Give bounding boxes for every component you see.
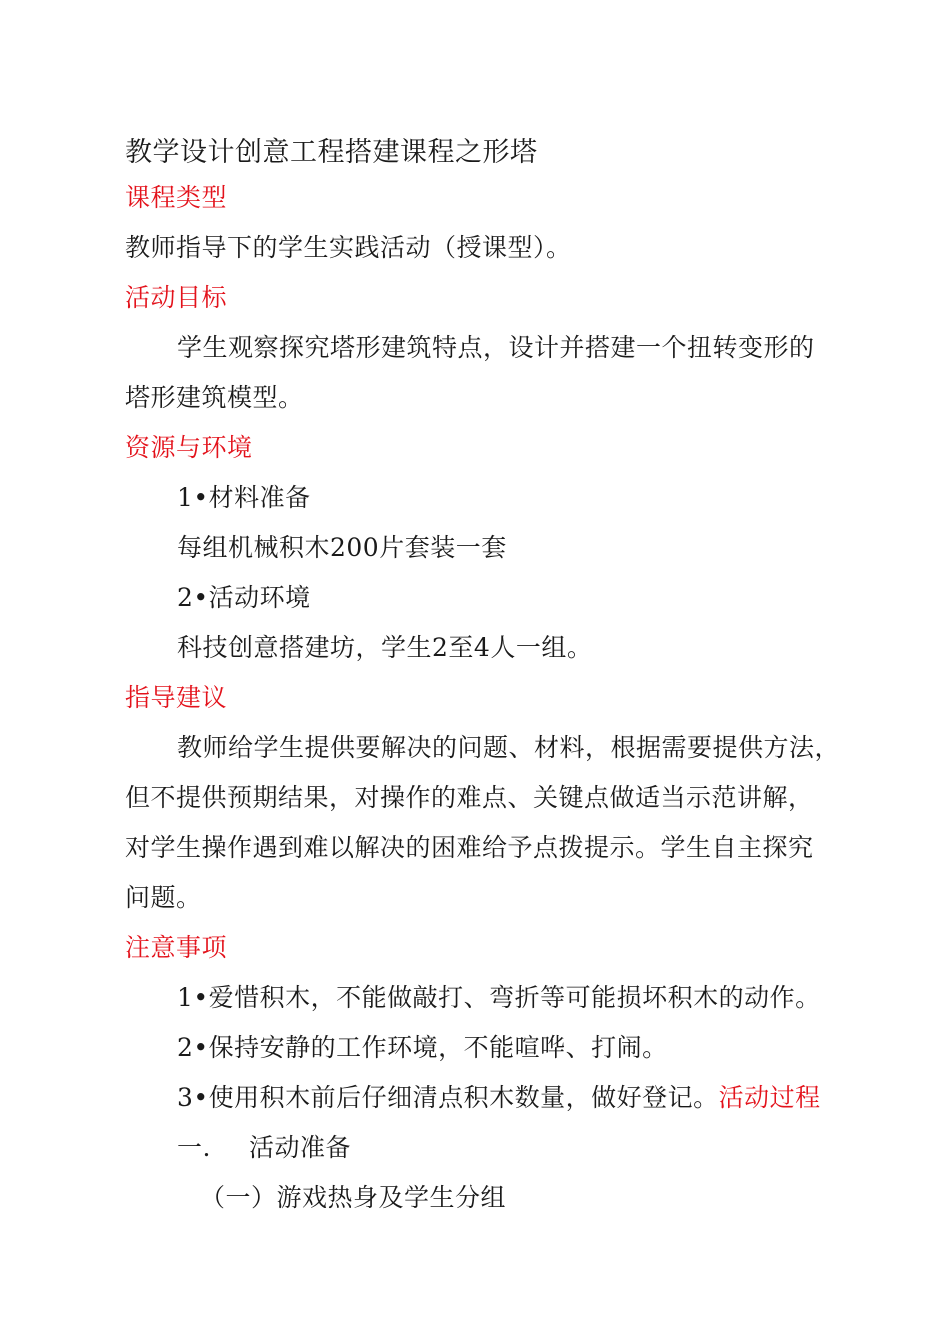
resources-item1-text: 每组机械积木200片套装一套 (177, 533, 507, 562)
heading-objective: 活动目标 (125, 283, 228, 312)
resources-item2-title: 2•活动环境 (177, 583, 311, 612)
notes-item-2: 2•保持安静的工作环境，不能喧哗、打闹。 (177, 1033, 668, 1062)
heading-resources: 资源与环境 (125, 433, 253, 462)
resources-item2-text: 科技创意搭建坊，学生2至4人一组。 (177, 633, 593, 662)
heading-notes: 注意事项 (125, 933, 228, 962)
process-step-1 (177, 1132, 351, 1164)
heading-guidance: 指导建议 (125, 683, 228, 712)
document-title: 教学设计创意工程搭建课程之形塔 (125, 137, 538, 168)
notes-item-1: 1•爱惜积木，不能做敲打、弯折等可能损坏积木的动作。 (177, 983, 821, 1012)
heading-course-type: 课程类型 (125, 183, 228, 212)
guidance-line-2: 但不提供预期结果，对操作的难点、关键点做适当示范讲解， (125, 783, 814, 812)
resources-item1-title: 1•材料准备 (177, 483, 311, 512)
objective-line-2: 塔形建筑模型。 (125, 383, 304, 412)
process-sub-1: （一）游戏热身及学生分组 (200, 1183, 507, 1212)
process-step-1-number: 一. (177, 1133, 211, 1162)
guidance-line-1: 教师给学生提供要解决的问题、材料，根据需要提供方法， (177, 733, 841, 762)
heading-process: 活动过程 (718, 1083, 821, 1112)
guidance-line-4: 问题。 (125, 883, 202, 912)
guidance-line-3: 对学生操作遇到难以解决的困难给予点拨提示。学生自主探究 (125, 833, 814, 862)
process-step-1-label: 活动准备 (248, 1133, 351, 1162)
course-type-text: 教师指导下的学生实践活动（授课型）。 (125, 233, 572, 262)
notes-item-3: 3•使用积木前后仔细清点积木数量，做好登记。 (177, 1083, 719, 1112)
notes-item-3-row (177, 1082, 821, 1114)
objective-line-1: 学生观察探究塔形建筑特点，设计并搭建一个扭转变形的 (177, 333, 815, 362)
